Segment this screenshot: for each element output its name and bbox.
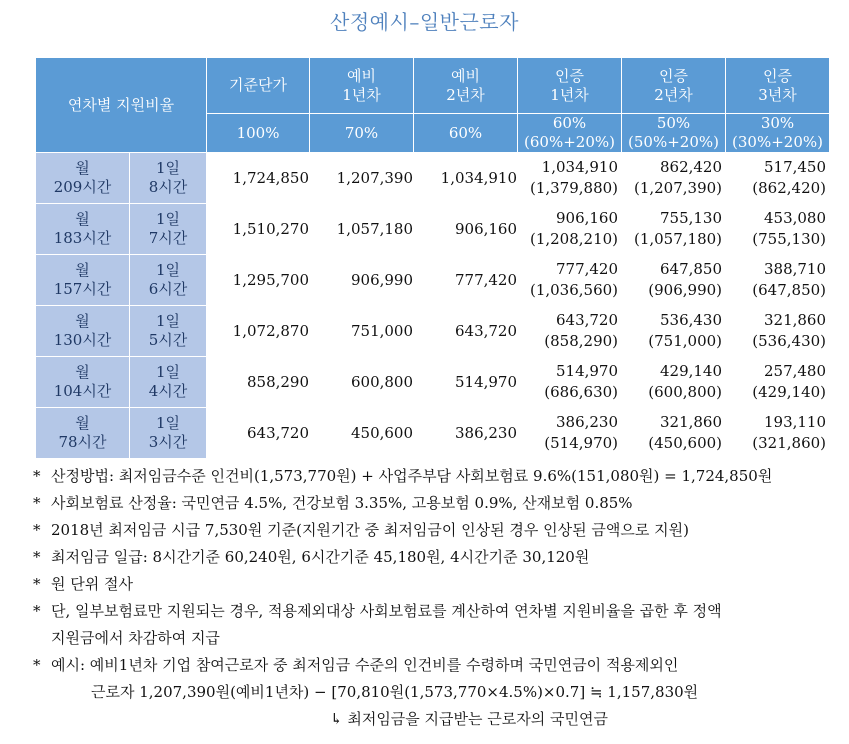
note-partial-insurance: * 단, 일부보험료만 지원되는 경우, 적용제외대상 사회보험료를 계산하여 연차별 지원비율을 곱한 후 정액: [33, 598, 833, 625]
cell-cert1: 643,720 (858,290): [518, 306, 622, 357]
col-header-cert3: 인증 3년차: [726, 58, 830, 114]
note-insurance-rates: * 사회보험료 산정율: 국민연금 4.5%, 건강보험 3.35%, 고용보험 0.9%, 산재보험 0.85%: [33, 490, 833, 517]
subsidy-table: [35, 57, 830, 459]
row-label-monthly: 월 104시간: [36, 357, 130, 408]
cell-base: 1,510,270: [207, 204, 310, 255]
table-row: [36, 357, 830, 408]
cell-prelim1: 1,057,180: [310, 204, 414, 255]
cell-prelim2: 514,970: [414, 357, 518, 408]
asterisk-bullet: *: [33, 467, 41, 485]
row-label-monthly: 월 130시간: [36, 306, 130, 357]
cell-prelim1: 600,800: [310, 357, 414, 408]
row-label-daily: 1일 6시간: [130, 255, 207, 306]
cell-prelim2: 777,420: [414, 255, 518, 306]
asterisk-bullet: *: [33, 575, 41, 593]
note-example-calculation: 근로자 1,207,390원(예비1년차) − [70,810원(1,573,770×4.5%)×0.7] ≒ 1,157,830원: [91, 683, 699, 701]
row-label-daily: 1일 4시간: [130, 357, 207, 408]
rate-prelim1: 70%: [310, 114, 414, 153]
cell-cert3: 193,110 (321,860): [726, 408, 830, 459]
cell-cert1: 1,034,910 (1,379,880): [518, 153, 622, 204]
col-header-prelim1: 예비 1년차: [310, 58, 414, 114]
cell-prelim2: 386,230: [414, 408, 518, 459]
table-row: [36, 255, 830, 306]
cell-cert3: 517,450 (862,420): [726, 153, 830, 204]
cell-cert1: 777,420 (1,036,560): [518, 255, 622, 306]
cell-prelim2: 906,160: [414, 204, 518, 255]
cell-cert2: 429,140 (600,800): [622, 357, 726, 408]
note-daily-wage: * 최저임금 일급: 8시간기준 60,240원, 6시간기준 45,180원, 4시간기준 30,120원: [33, 544, 833, 571]
note-partial-insurance-continued: 지원금에서 차감하여 지급: [51, 629, 220, 647]
rate-cert2: 50% (50%+20%): [622, 114, 726, 153]
table-row: [36, 153, 830, 204]
cell-cert3: 453,080 (755,130): [726, 204, 830, 255]
cell-cert2: 647,850 (906,990): [622, 255, 726, 306]
corner-header: 연차별 지원비율: [36, 58, 207, 153]
row-label-daily: 1일 7시간: [130, 204, 207, 255]
row-label-monthly: 월 183시간: [36, 204, 130, 255]
note-example: * 예시: 예비1년차 기업 참여근로자 중 최저임금 수준의 인건비를 수령하며 국민연금이 적용제외인: [33, 652, 833, 679]
row-label-monthly: 월 78시간: [36, 408, 130, 459]
note-example-annotation: ↳ 최저임금을 지급받는 근로자의 국민연금: [330, 710, 608, 728]
rate-prelim2: 60%: [414, 114, 518, 153]
col-header-cert2: 인증 2년차: [622, 58, 726, 114]
col-header-cert1: 인증 1년차: [518, 58, 622, 114]
cell-prelim1: 450,600: [310, 408, 414, 459]
cell-base: 858,290: [207, 357, 310, 408]
rate-cert1: 60% (60%+20%): [518, 114, 622, 153]
col-header-base: 기준단가: [207, 58, 310, 114]
row-label-monthly: 월 157시간: [36, 255, 130, 306]
cell-base: 1,724,850: [207, 153, 310, 204]
cell-base: 1,072,870: [207, 306, 310, 357]
asterisk-bullet: *: [33, 521, 41, 539]
row-label-daily: 1일 5시간: [130, 306, 207, 357]
cell-prelim1: 751,000: [310, 306, 414, 357]
notes-section: [33, 463, 833, 733]
cell-cert2: 536,430 (751,000): [622, 306, 726, 357]
cell-cert1: 906,160 (1,208,210): [518, 204, 622, 255]
cell-cert1: 386,230 (514,970): [518, 408, 622, 459]
cell-cert3: 257,480 (429,140): [726, 357, 830, 408]
asterisk-bullet: *: [33, 656, 41, 674]
col-header-prelim2: 예비 2년차: [414, 58, 518, 114]
asterisk-bullet: *: [33, 602, 41, 620]
table-row: [36, 204, 830, 255]
page-title: 산정예시–일반근로자: [330, 10, 519, 34]
note-rounding: * 원 단위 절사: [33, 571, 833, 598]
asterisk-bullet: *: [33, 494, 41, 512]
cell-cert2: 755,130 (1,057,180): [622, 204, 726, 255]
row-label-daily: 1일 3시간: [130, 408, 207, 459]
rate-cert3: 30% (30%+20%): [726, 114, 830, 153]
row-label-monthly: 월 209시간: [36, 153, 130, 204]
cell-cert1: 514,970 (686,630): [518, 357, 622, 408]
cell-base: 643,720: [207, 408, 310, 459]
header-row-top: [36, 58, 830, 114]
cell-prelim1: 1,207,390: [310, 153, 414, 204]
cell-cert3: 388,710 (647,850): [726, 255, 830, 306]
cell-prelim2: 643,720: [414, 306, 518, 357]
row-label-daily: 1일 8시간: [130, 153, 207, 204]
cell-prelim1: 906,990: [310, 255, 414, 306]
cell-cert2: 862,420 (1,207,390): [622, 153, 726, 204]
table-row: [36, 408, 830, 459]
table-row: [36, 306, 830, 357]
cell-prelim2: 1,034,910: [414, 153, 518, 204]
asterisk-bullet: *: [33, 548, 41, 566]
cell-cert3: 321,860 (536,430): [726, 306, 830, 357]
note-calculation-method: * 산정방법: 최저임금수준 인건비(1,573,770원) + 사업주부담 사회보험료 9.6%(151,080원) = 1,724,850원: [33, 463, 833, 490]
cell-cert2: 321,860 (450,600): [622, 408, 726, 459]
cell-base: 1,295,700: [207, 255, 310, 306]
note-minimum-wage-basis: * 2018년 최저임금 시급 7,530원 기준(지원기간 중 최저임금이 인상된 경우 인상된 금액으로 지원): [33, 517, 833, 544]
rate-base: 100%: [207, 114, 310, 153]
